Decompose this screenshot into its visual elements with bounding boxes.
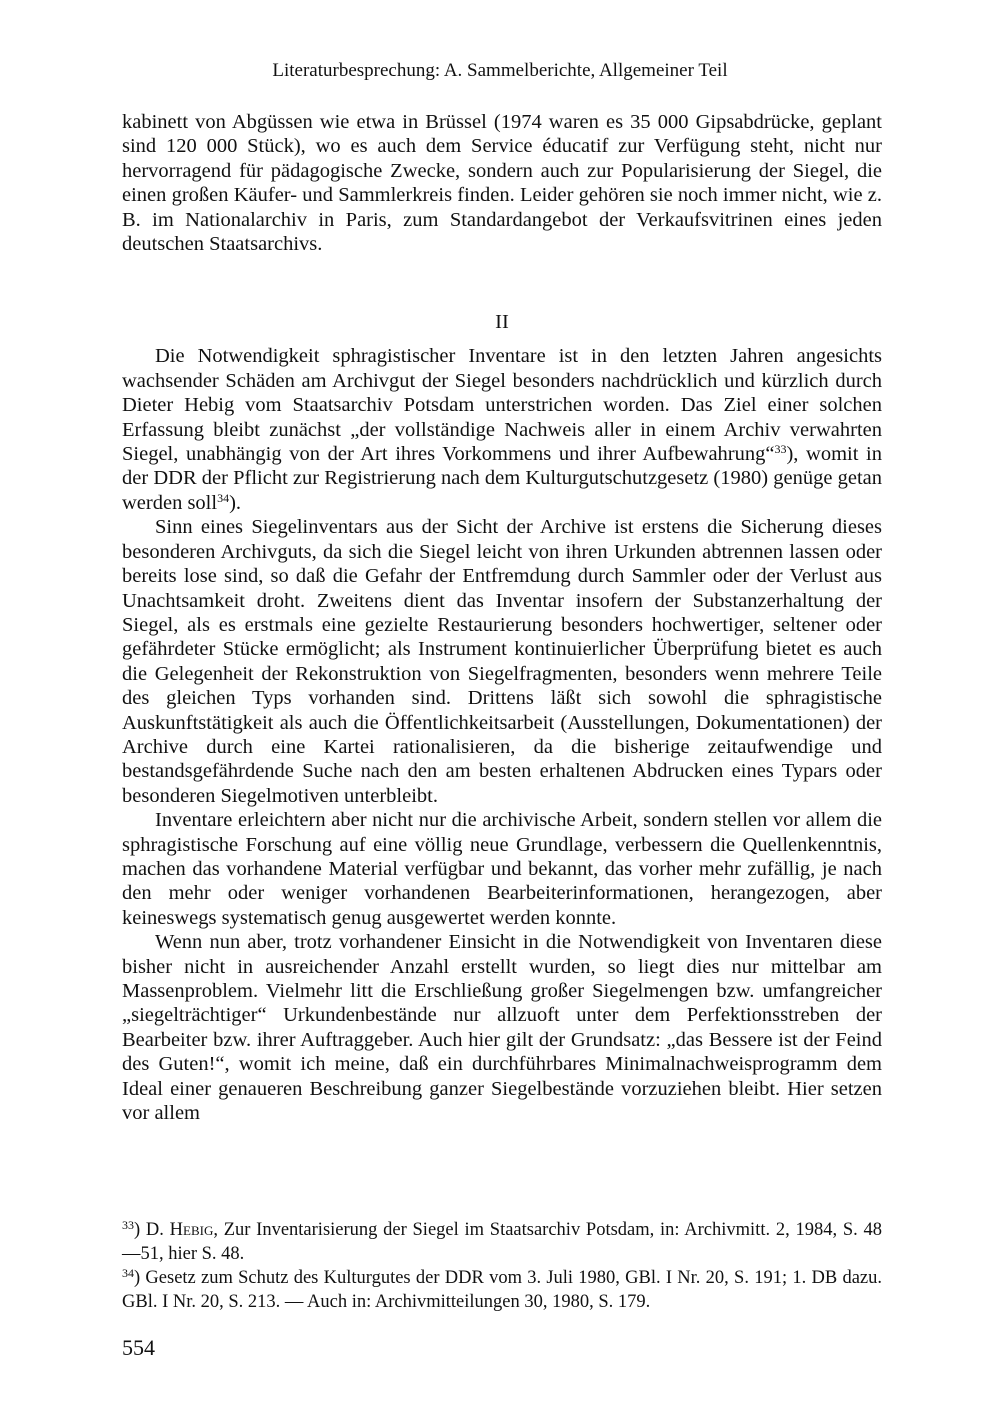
paragraph-5: Wenn nun aber, trotz vorhandener Einsicht in die Notwendigkeit von Inventaren diese bisher nicht in ausreichender Anzahl erstellt wurden, so liegt dies nur mittelbar am Massenproblem. Vielmehr litt die Erschließung großer Siegelmengen bzw. umfangreicher „siegelträchtiger“ Urkundenbestände nur allzuoft unter dem Perfektionsstreben der Bearbeiter bzw. ihrer Auftraggeber. Auch hier gilt der Grundsatz: „das Bessere ist der Feind des Guten!“, womit ich meine, daß ein durchführbares Minimalnachweisprogramm dem Ideal einer genaueren Beschreibung ganzer Siegelbestände vorzuziehen bleibt. Hier setzen vor allem xyxy=(122,931,882,1125)
paragraph-1: kabinett von Abgüssen wie etwa in Brüssel (1974 waren es 35 000 Gipsabdrücke, geplant sind 120 000 Stück), wo es auch dem Service éducatif zur Verfügung steht, nicht nur hervorragend für pädagogische Zwecke, sondern auch zur Popularisierung der Siegel, die einen großen Käufer- und Sammlerkreis finden. Leider gehören sie noch immer nicht, wie z. B. im Nationalarchiv in Paris, zum Standardangebot der Verkaufsvitrinen eines jeden deutschen Staatsarchivs. xyxy=(122,111,882,256)
paragraph-2-text-a: Die Notwendigkeit sphragistischer Inventare ist in den letzten Jahren angesichts wachsender Schäden am Archivgut der Siegel besonders nachdrücklich und kürzlich durch Dieter Hebig vom Staatsarchiv Potsdam unterstrichen worden. Das Ziel einer solchen Erfassung bleibt zunächst „der vollständige Nachweis aller in einem Archiv verwahrten Siegel, unabhängig von der Art ihres Vorkommens und ihrer Aufbewahrung“ xyxy=(122,345,882,466)
footnote-34 xyxy=(122,1266,882,1314)
body-text xyxy=(122,110,882,1125)
paragraph-2-text-c: ). xyxy=(229,491,242,514)
footnote-pre: ) xyxy=(134,1268,146,1288)
section-heading: II xyxy=(495,311,509,334)
paragraph-2 xyxy=(122,344,882,515)
paragraph-2-text-b: ), womit in der DDR der Pflicht zur Registrierung nach dem Kulturgutschutzgesetz (1980) genüge getan werden soll xyxy=(122,443,882,514)
footnote-text: Gesetz zum Schutz des Kulturgutes der DDR vom 3. Juli 1980, GBl. I Nr. 20, S. 191; 1. DB dazu. GBl. I Nr. 20, S. 213. — Auch in: Archivmitteilungen 30, 1980, S. 179. xyxy=(122,1268,882,1312)
page-number: 554 xyxy=(122,1335,155,1360)
footnote-33 xyxy=(122,1218,882,1266)
running-header: Literaturbesprechung: A. Sammelberichte, Allgemeiner Teil xyxy=(272,60,728,81)
footnote-text: , Zur Inventarisierung der Siegel im Staatsarchiv Potsdam, in: Archivmitt. 2, 1984, S. 48—51, hier S. 48. xyxy=(122,1220,882,1264)
paragraph-3: Sinn eines Siegelinventars aus der Sicht der Archive ist erstens die Sicherung dieses besonderen Archivguts, da sich die Siegel leicht von ihren Urkunden abtrennen lassen oder bereits lose sind, so daß die Gefahr der Entfremdung durch Sammler oder der Verlust aus Unachtsamkeit droht. Zweitens dient das Inventar insofern der Substanzerhaltung der Siegel, als es erstmals eine gezielte Restaurierung besonders hochwertiger, seltener oder gefährdeter Stücke ermöglicht; als Instrument kontinuierlicher Überprüfung bietet es auch die Gelegenheit der Rekonstruktion von Siegelfragmenten, besonders wenn mehrere Teile des gleichen Typs vorhanden sind. Drittens läßt sich sowohl die sphragistische Auskunftstätigkeit als auch die Öffentlichkeitsarbeit (Ausstellungen, Dokumentationen) der Archive durch eine Kartei rationalisieren, da die bisherige zeitaufwendige und bestandsgefährdende Suche nach den am besten erhaltenen Abdrucken eines Typars oder besonderen Siegelmotiven unterbleibt. xyxy=(122,516,882,807)
paragraph-4: Inventare erleichtern aber nicht nur die archivische Arbeit, sondern stellen vor allem die sphragistische Forschung auf eine völlig neue Grundlage, verbessern die Quellenkenntnis, machen das vorhandene Material verfügbar und bekannt, das vorher mehr zufällig, je nach den mehr oder weniger vorhandenen Bearbeiterinformationen, herangezogen, aber keineswegs systematisch genug ausgewertet werden konnte. xyxy=(122,809,882,929)
footnote-ref-33[interactable]: 33 xyxy=(774,442,787,457)
footnote-mark: 34 xyxy=(122,1266,134,1280)
footnote-author: Hebig xyxy=(169,1220,214,1240)
footnote-mark: 33 xyxy=(122,1218,134,1232)
footnotes xyxy=(122,1218,882,1314)
footnote-pre: ) D. xyxy=(134,1220,170,1240)
footnote-ref-34[interactable]: 34 xyxy=(217,490,230,505)
